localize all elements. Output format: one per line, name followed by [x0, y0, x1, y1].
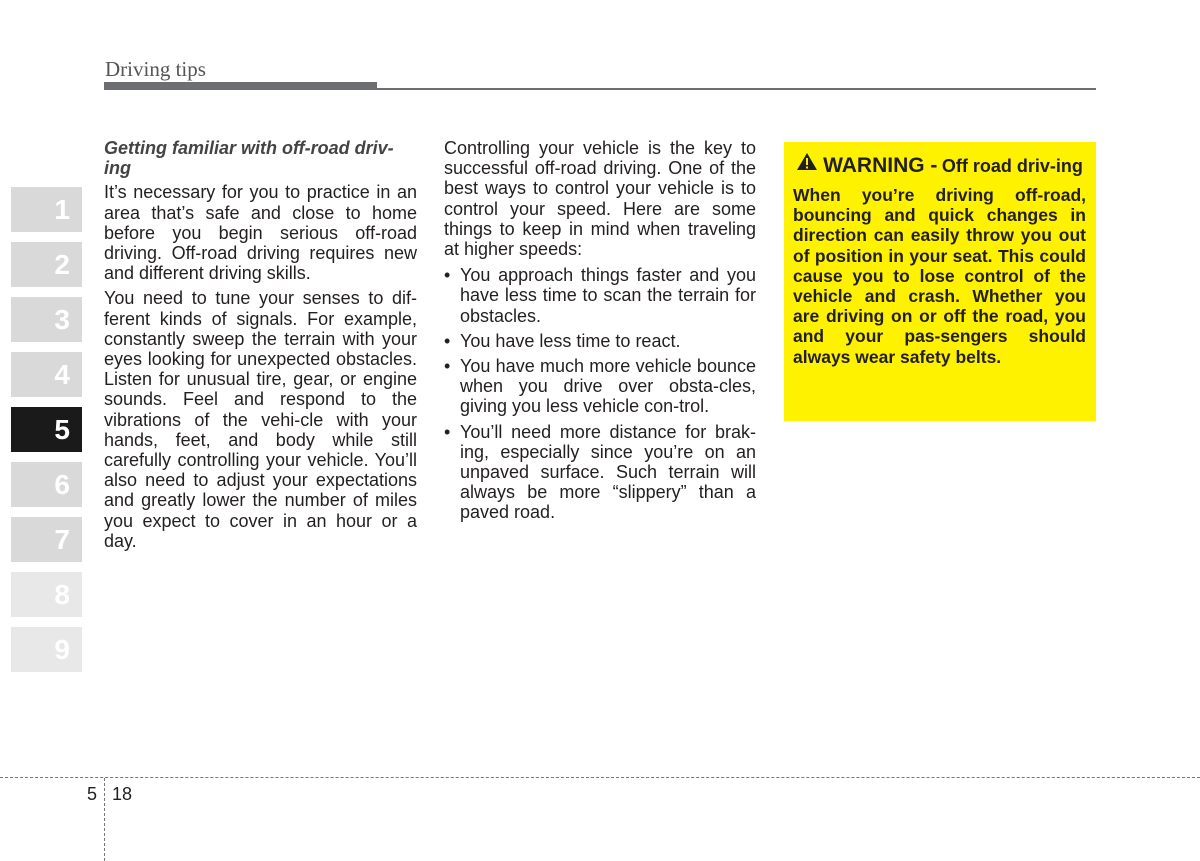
list-item — [444, 356, 756, 417]
footer-chapter-number: 5 — [87, 784, 98, 804]
list-item — [444, 422, 756, 523]
paragraph: You need to tune your senses to dif-ferent kinds of signals. For example, constantly sweep the terrain with your eyes looking for unexpected obstacles. Listen for unusual tire, gear, or engine sounds. Feel and respond to the vibrations of the vehi-cle with your hands, feet, and body while still carefully controlling your vehicle. You’ll also need to adjust your expectations and greatly lower the number of miles you expect to cover in an hour or a day. — [104, 288, 417, 551]
chapter-tab-1[interactable]: 1 — [11, 187, 82, 232]
text-column-1 — [104, 138, 417, 556]
warning-box — [784, 142, 1096, 421]
footer-page-number: 18 — [112, 784, 133, 804]
bullet-dot: • — [444, 330, 451, 351]
footer-divider — [104, 778, 105, 861]
page-header-title: Driving tips — [105, 57, 206, 81]
chapter-tab-4[interactable]: 4 — [11, 352, 82, 397]
bullet-dot: • — [444, 356, 451, 377]
chapter-tab-7[interactable]: 7 — [11, 517, 82, 562]
section-subheading: Getting familiar with off-road driv-ing — [104, 138, 394, 179]
warning-body: When you’re driving off-road, bouncing and quick changes in direction can easily throw you out of position in your seat. This could cause you to lose control of the vehicle and crash. Whether you are driving on or off the road, you and your pas-sengers should always wear safety belts. — [793, 185, 1086, 367]
bullet-dot: • — [444, 265, 451, 286]
chapter-tab-5[interactable]: 5 — [11, 407, 82, 452]
chapter-tab-2[interactable]: 2 — [11, 242, 82, 287]
list-item-text: You approach things faster and you have less time to scan the terrain for obstacles. — [460, 265, 756, 326]
warning-subject: Off road driv-ing — [941, 156, 1083, 176]
paragraph: It’s necessary for you to practice in an area that’s safe and close to home before you begin serious off-road driving. Off-road driving requires new and different driving skills. — [104, 182, 417, 284]
list-item-text: You have much more vehicle bounce when you drive over obsta-cles, giving you less vehicle con-trol. — [460, 356, 756, 417]
list-item-text: You have less time to react. — [460, 330, 681, 351]
list-item — [444, 265, 756, 326]
chapter-tab-6[interactable]: 6 — [11, 462, 82, 507]
chapter-tab-9[interactable]: 9 — [11, 627, 82, 672]
text-column-2 — [444, 138, 756, 528]
warning-triangle-icon — [796, 152, 818, 178]
chapter-tab-8[interactable]: 8 — [11, 572, 82, 617]
warning-label: WARNING - — [823, 154, 938, 177]
chapter-tab-3[interactable]: 3 — [11, 297, 82, 342]
footer-rule — [0, 777, 1200, 778]
header-rule — [104, 88, 1096, 90]
bullet-list — [444, 265, 756, 522]
list-item — [444, 331, 756, 351]
warning-heading — [793, 152, 1086, 179]
list-item-text: You’ll need more distance for brak-ing, especially since you’re on an unpaved surface. Such terrain will always be more “slippery” than a paved road. — [460, 421, 756, 523]
intro-paragraph: Controlling your vehicle is the key to successful off-road driving. One of the best ways to control your vehicle is to control your speed. Here are some things to keep in mind when traveling at higher speeds: — [444, 138, 756, 260]
bullet-dot: • — [444, 421, 451, 442]
